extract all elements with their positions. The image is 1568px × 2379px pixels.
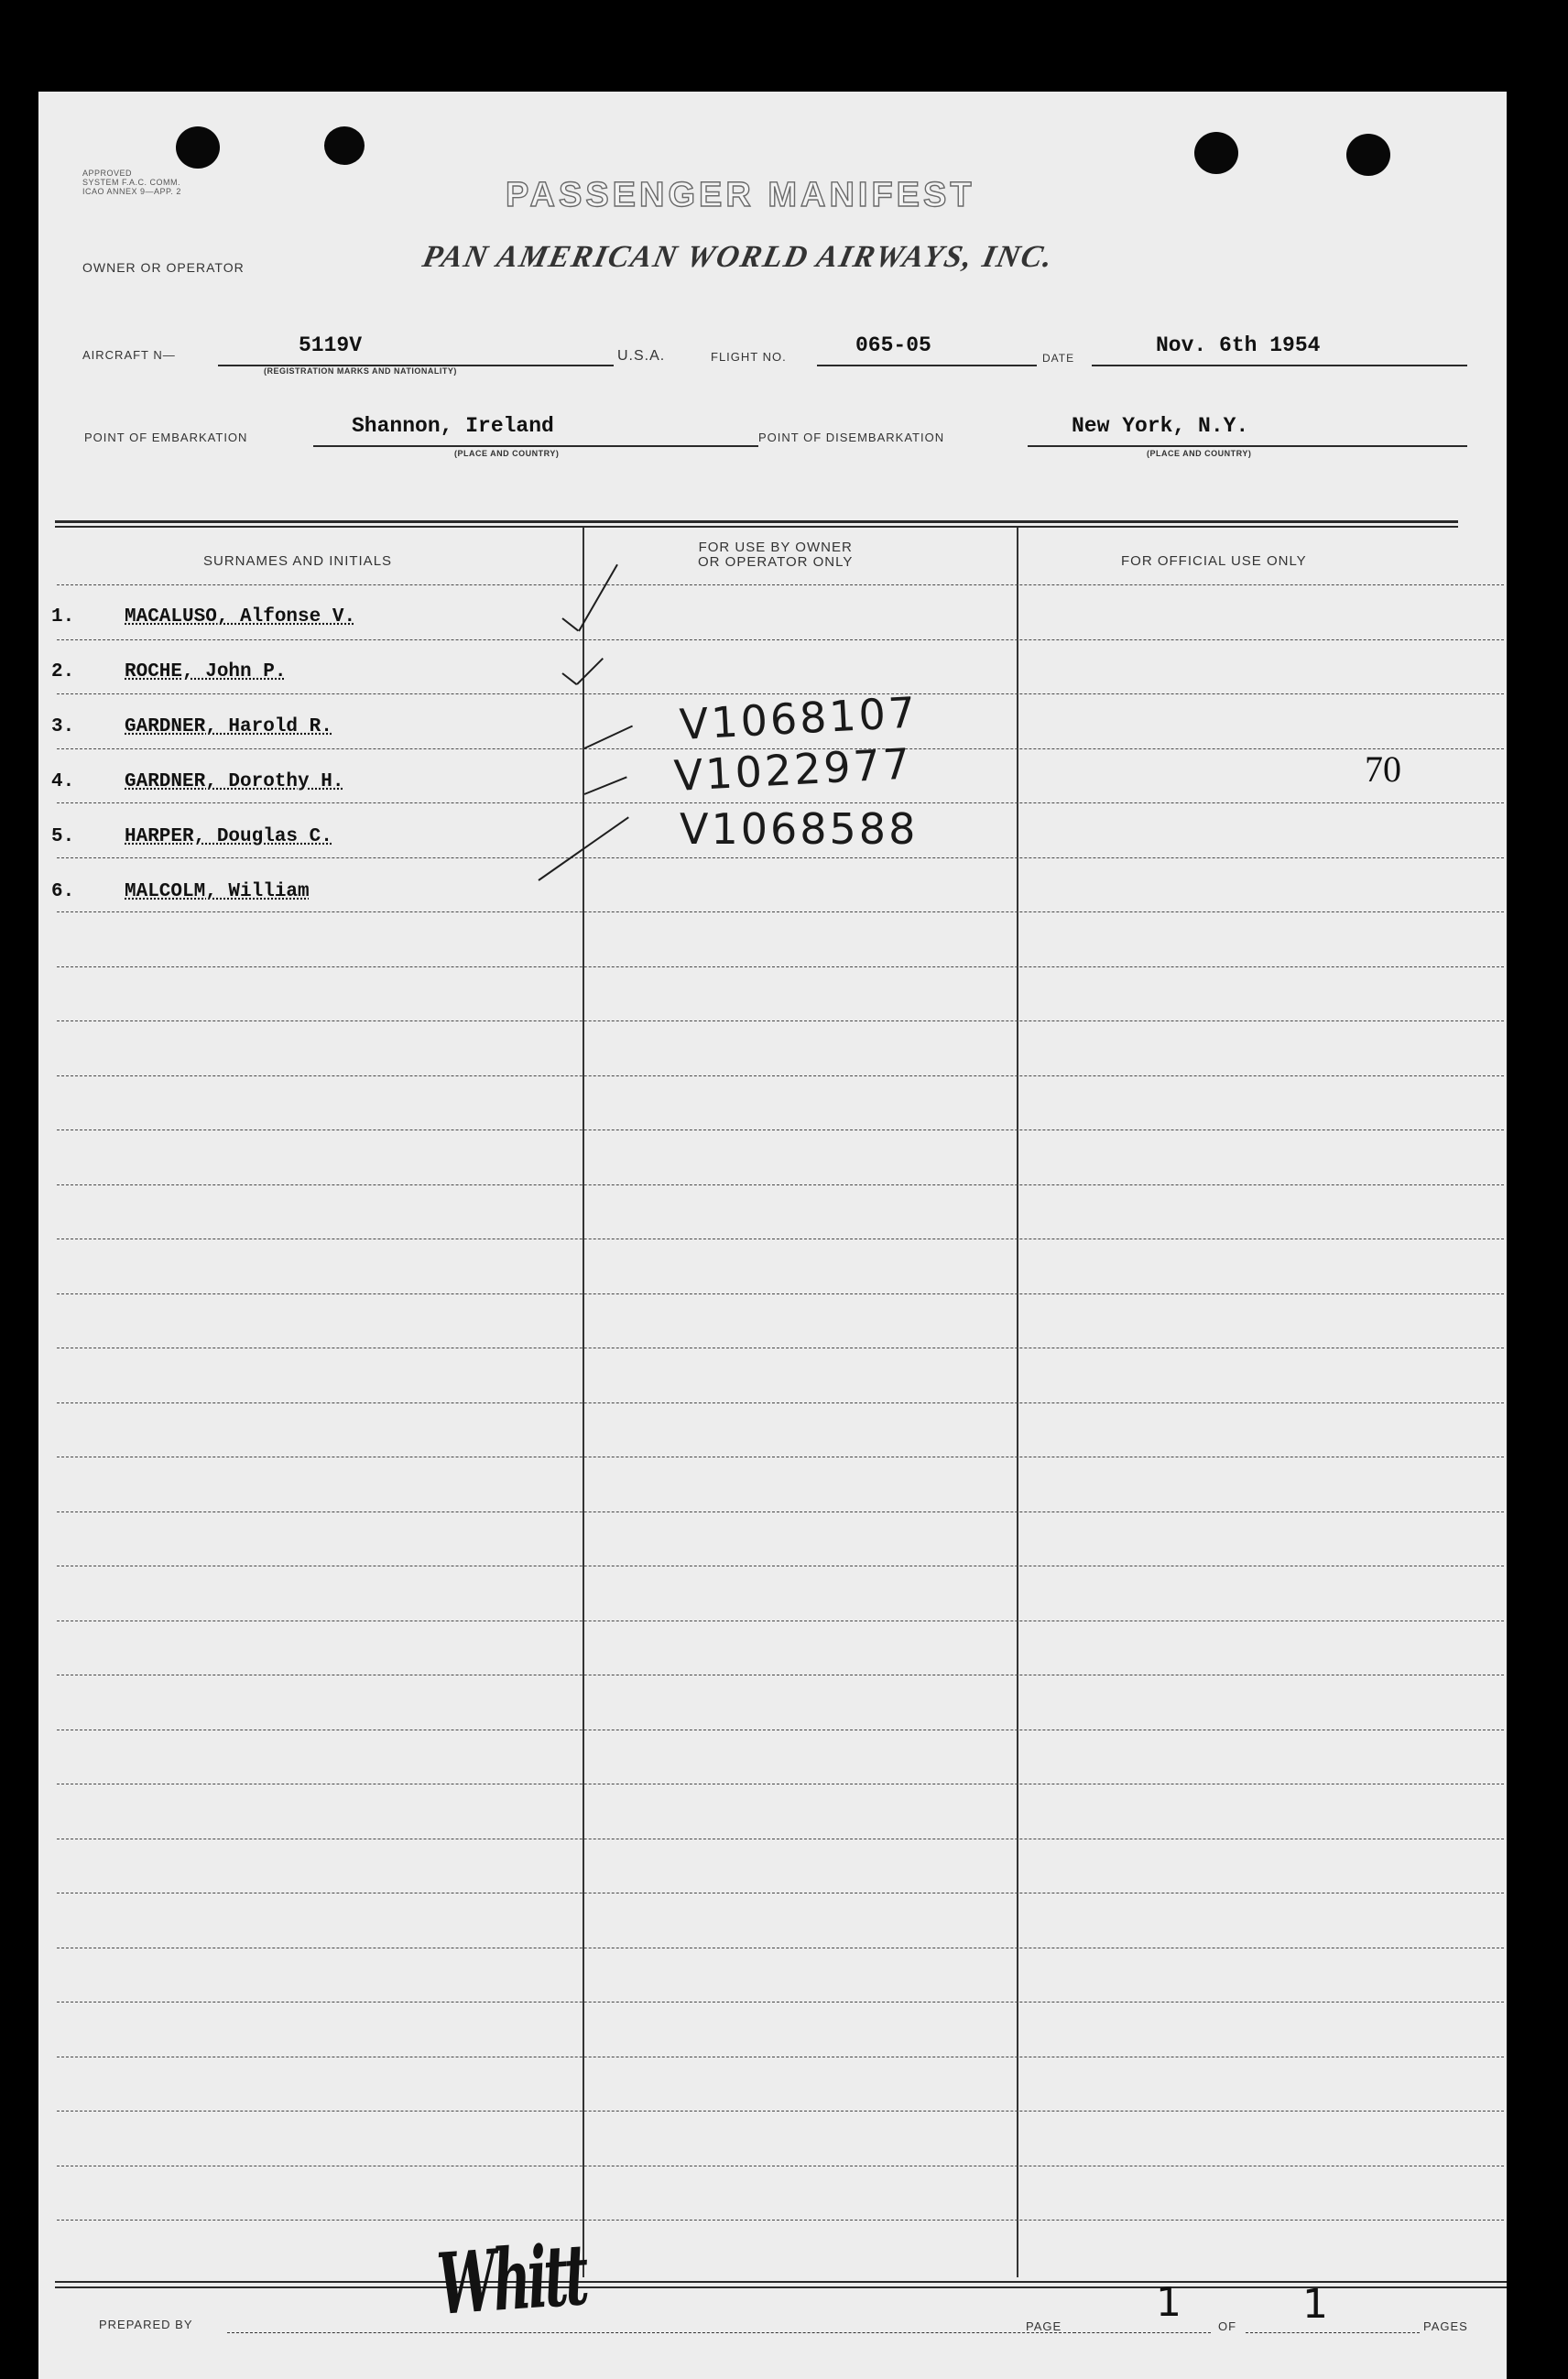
page-label: PAGE (1026, 2319, 1062, 2333)
table-row-line (57, 2111, 1504, 2112)
prepared-by-underline (227, 2332, 1075, 2333)
check-mark-icon (584, 726, 633, 749)
form-title: PASSENGER MANIFEST (506, 176, 975, 214)
table-bottom-rule (55, 2281, 1507, 2283)
official-note: 70 (1365, 748, 1401, 790)
of-underline (1246, 2332, 1420, 2333)
column-header-official: FOR OFFICIAL USE ONLY (1121, 553, 1307, 569)
stamp-line: APPROVED (82, 169, 133, 178)
passenger-name: GARDNER, Harold R. (125, 716, 332, 737)
check-mark-icon (576, 658, 604, 685)
table-row-line (57, 2002, 1504, 2003)
disembarkation-underline (1028, 445, 1467, 447)
table-top-rule-2 (55, 526, 1458, 528)
aircraft-value: 5119V (299, 333, 363, 357)
date-underline (1092, 365, 1467, 366)
flight-value: 065-05 (855, 333, 931, 357)
nationality-label: U.S.A. (617, 348, 666, 364)
table-row-line (57, 2220, 1504, 2221)
passenger-number: 3. (51, 716, 75, 737)
table-row-line (57, 1402, 1504, 1403)
passenger-name: MALCOLM, William (125, 881, 310, 902)
flight-underline (817, 365, 1037, 366)
page-value: 1 (1156, 2279, 1181, 2326)
check-mark-icon (584, 776, 627, 795)
table-row-line (57, 857, 1504, 858)
aircraft-label: AIRCRAFT N— (82, 348, 176, 362)
disembarkation-label: POINT OF DISEMBARKATION (758, 431, 945, 444)
passenger-name: ROCHE, John P. (125, 661, 287, 682)
prepared-by-label: PREPARED BY (99, 2318, 193, 2331)
passenger-number: 1. (51, 606, 75, 627)
check-mark-icon (561, 617, 579, 631)
date-label: DATE (1042, 352, 1075, 365)
signature-icon: Whitt (434, 2224, 589, 2334)
company-name: PAN AMERICAN WORLD AIRWAYS, INC. (419, 240, 1058, 274)
embarkation-value: Shannon, Ireland (352, 414, 554, 438)
table-row-line (57, 584, 1504, 585)
of-value: 1 (1302, 2281, 1328, 2328)
passenger-name: HARPER, Douglas C. (125, 826, 332, 847)
table-row-line (57, 1293, 1504, 1294)
passenger-name: GARDNER, Dorothy H. (125, 771, 344, 792)
punch-hole-icon (1194, 132, 1238, 174)
embarkation-label: POINT OF EMBARKATION (84, 431, 248, 444)
disembarkation-value: New York, N.Y. (1072, 414, 1249, 438)
stamp-line: SYSTEM F.A.C. COMM. (82, 178, 181, 187)
table-row-line (57, 1184, 1504, 1185)
passenger-number: 5. (51, 826, 75, 847)
table-row-line (57, 966, 1504, 967)
disembarkation-sublabel: (PLACE AND COUNTRY) (1147, 449, 1252, 458)
punch-hole-icon (324, 126, 365, 165)
passenger-number: 6. (51, 881, 75, 902)
flight-label: FLIGHT NO. (711, 350, 787, 364)
table-row-line (57, 1020, 1504, 1021)
of-label: OF (1218, 2319, 1237, 2333)
table-row-line (57, 1129, 1504, 1130)
table-row-line (57, 802, 1504, 803)
approval-stamp (82, 169, 181, 196)
table-row-line (57, 911, 1504, 912)
table-row-line (57, 1075, 1504, 1076)
column-header-owner-line: FOR USE BY OWNER (698, 540, 853, 555)
check-mark-icon (561, 672, 577, 685)
table-top-rule (55, 520, 1458, 523)
passenger-number: 4. (51, 771, 75, 792)
stamp-line: ICAO ANNEX 9—APP. 2 (82, 187, 181, 196)
owner-note: V1022977 (672, 738, 914, 801)
manifest-sheet (38, 92, 1507, 2379)
owner-note: V1068588 (680, 804, 919, 854)
owner-label: OWNER OR OPERATOR (82, 260, 245, 275)
embarkation-sublabel: (PLACE AND COUNTRY) (454, 449, 560, 458)
table-row-line (57, 639, 1504, 640)
table-row-line (57, 1511, 1504, 1512)
page-underline (1073, 2332, 1211, 2333)
pages-label: PAGES (1423, 2319, 1468, 2333)
passenger-name: MACALUSO, Alfonse V. (125, 606, 356, 627)
column-header-owner-line: OR OPERATOR ONLY (698, 554, 854, 570)
punch-hole-icon (176, 126, 220, 169)
embarkation-underline (313, 445, 758, 447)
owner-note: V1068107 (678, 687, 920, 749)
date-value: Nov. 6th 1954 (1156, 333, 1321, 357)
aircraft-sublabel: (REGISTRATION MARKS AND NATIONALITY) (264, 366, 457, 376)
table-bottom-rule-2 (55, 2286, 1507, 2288)
punch-hole-icon (1346, 134, 1390, 176)
passenger-number: 2. (51, 661, 75, 682)
column-header-owner (698, 540, 853, 570)
column-header-names: SURNAMES AND INITIALS (203, 553, 393, 569)
